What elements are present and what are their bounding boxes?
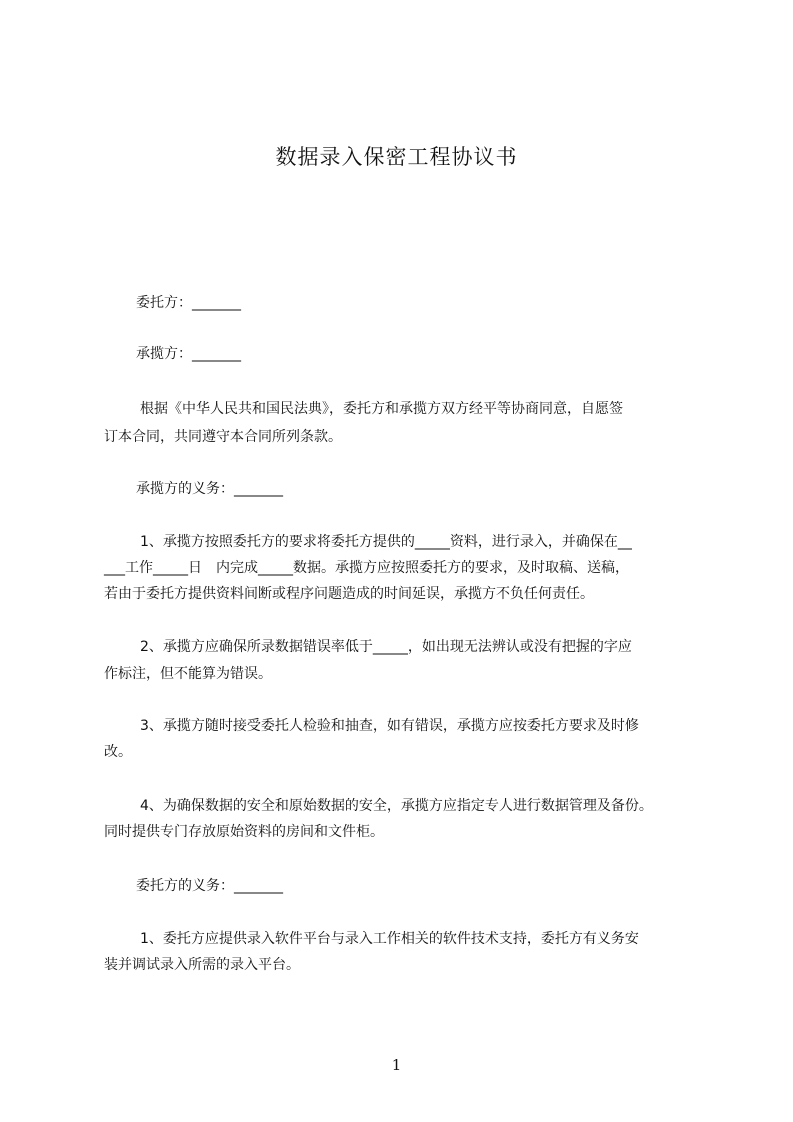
document-title: 数据录入保密工程协议书 [275, 145, 518, 169]
preamble-line-2: 订本合同，共同遵守本合同所列条款。 [104, 429, 342, 445]
contractor-duty-2-line-1: 2、承揽方应确保所录数据错误率低于_____，如出现无法辨认或没有把握的字应 [140, 639, 632, 655]
contractor-duties-heading: 承揽方的义务：_______ [136, 481, 283, 497]
contractor-duty-1-line-1: 1、承揽方按照委托方的要求将委托方提供的_____资料，进行录入，并确保在__ [140, 534, 632, 550]
contractor-duty-3-line-1: 3、承揽方随时接受委托人检验和抽查，如有错误，承揽方应按委托方要求及时修 [140, 718, 639, 734]
contractor-duty-2-line-2: 作标注，但不能算为错误。 [104, 666, 272, 682]
client-line: 委托方：_______ [136, 295, 241, 311]
contractor-duty-1-line-3: 若由于委托方提供资料间断或程序问题造成的时间延误，承揽方不负任何责任。 [104, 586, 594, 602]
contractor-line: 承揽方：_______ [136, 346, 241, 362]
contractor-duty-3-line-2: 改。 [104, 744, 132, 760]
client-duties-heading: 委托方的义务：_______ [136, 878, 283, 894]
preamble-line-1: 根据《中华人民共和国民法典》，委托方和承揽方双方经平等协商同意，自愿签 [140, 401, 623, 417]
contractor-duty-1-line-2: ___工作_____日 内完成_____数据。承揽方应按照委托方的要求，及时取稿、送稿， [104, 560, 629, 576]
contractor-duty-4-line-2: 同时提供专门存放原始资料的房间和文件柜。 [104, 824, 384, 840]
contractor-duty-4-line-1: 4、为确保数据的安全和原始数据的安全，承揽方应指定专人进行数据管理及备份。 [140, 798, 653, 814]
page-number: 1 [391, 1056, 402, 1074]
client-duty-1-line-1: 1、委托方应提供录入软件平台与录入工作相关的软件技术支持，委托方有义务安 [140, 931, 639, 947]
client-duty-1-line-2: 装并调试录入所需的录入平台。 [104, 957, 300, 973]
